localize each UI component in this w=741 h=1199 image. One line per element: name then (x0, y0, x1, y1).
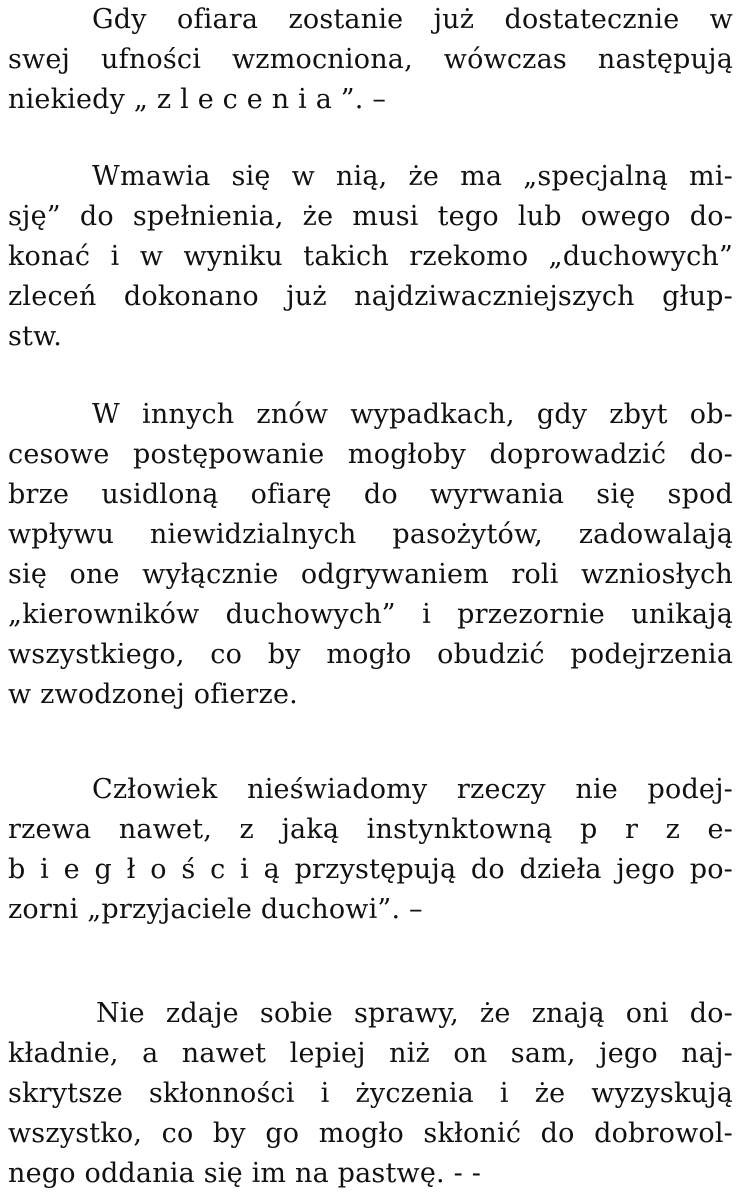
text-line: kładnie, a nawet lepiej niż on sam, jego naj- (8, 1038, 733, 1069)
text-line: rzewa nawet, z jaką instynktowną p r z e- (8, 814, 733, 845)
text-line: Człowiek nieświadomy rzeczy nie podej- (92, 774, 733, 805)
text-line: swej ufności wzmocniona, wówczas następują (8, 44, 733, 75)
text-line: wszystko, co by go mogło skłonić do dobrowol- (8, 1118, 733, 1149)
paragraph-1 (8, 0, 733, 120)
text-line: Gdy ofiara zostanie już dostatecznie w (92, 4, 733, 35)
text-line: skrytsze skłonności i życzenia i że wyzyskują (8, 1078, 733, 1109)
text-line: nego oddania się im na pastwę. - - (8, 1158, 482, 1189)
text-line: cesowe postępowanie mogłoby doprowadzić do- (8, 439, 733, 470)
text-line: wpływu niewidzialnych pasożytów, zadowalają (8, 519, 733, 550)
text-line: wszystkiego, co by mogło obudzić podejrzenia (8, 639, 733, 670)
paragraph-4 (8, 770, 733, 930)
paragraph-5 (8, 994, 733, 1194)
text-line: się one wyłącznie odgrywaniem roli wzniosłych (8, 559, 733, 590)
paragraph-3 (8, 395, 733, 715)
text-line: konać i w wyniku takich rzekomo „duchowych” (8, 241, 733, 272)
text-line: zleceń dokonano już najdziwaczniejszych głup- (8, 281, 733, 312)
text-line: W innych znów wypadkach, gdy zbyt ob- (92, 399, 733, 430)
text-line: Nie zdaje sobie sprawy, że znają oni do- (96, 998, 733, 1029)
text-line: stw. (8, 321, 62, 352)
text-line: Wmawia się w nią, że ma „specjalną mi- (92, 161, 733, 192)
paragraph-2 (8, 157, 733, 357)
text-line: niekiedy „ z l e c e n i a ”. – (8, 84, 387, 115)
text-line: b i e g ł o ś c i ą przystępują do dzieła jego po- (8, 854, 733, 885)
text-line: zorni „przyjaciele duchowi”. – (8, 894, 423, 925)
text-line: „kierowników duchowych” i przezornie unikają (8, 599, 733, 630)
text-line: w zwodzonej ofierze. (8, 679, 298, 710)
text-line: brze usidloną ofiarę do wyrwania się spod (8, 479, 733, 510)
text-line: sję” do spełnienia, że musi tego lub owego do- (8, 201, 733, 232)
